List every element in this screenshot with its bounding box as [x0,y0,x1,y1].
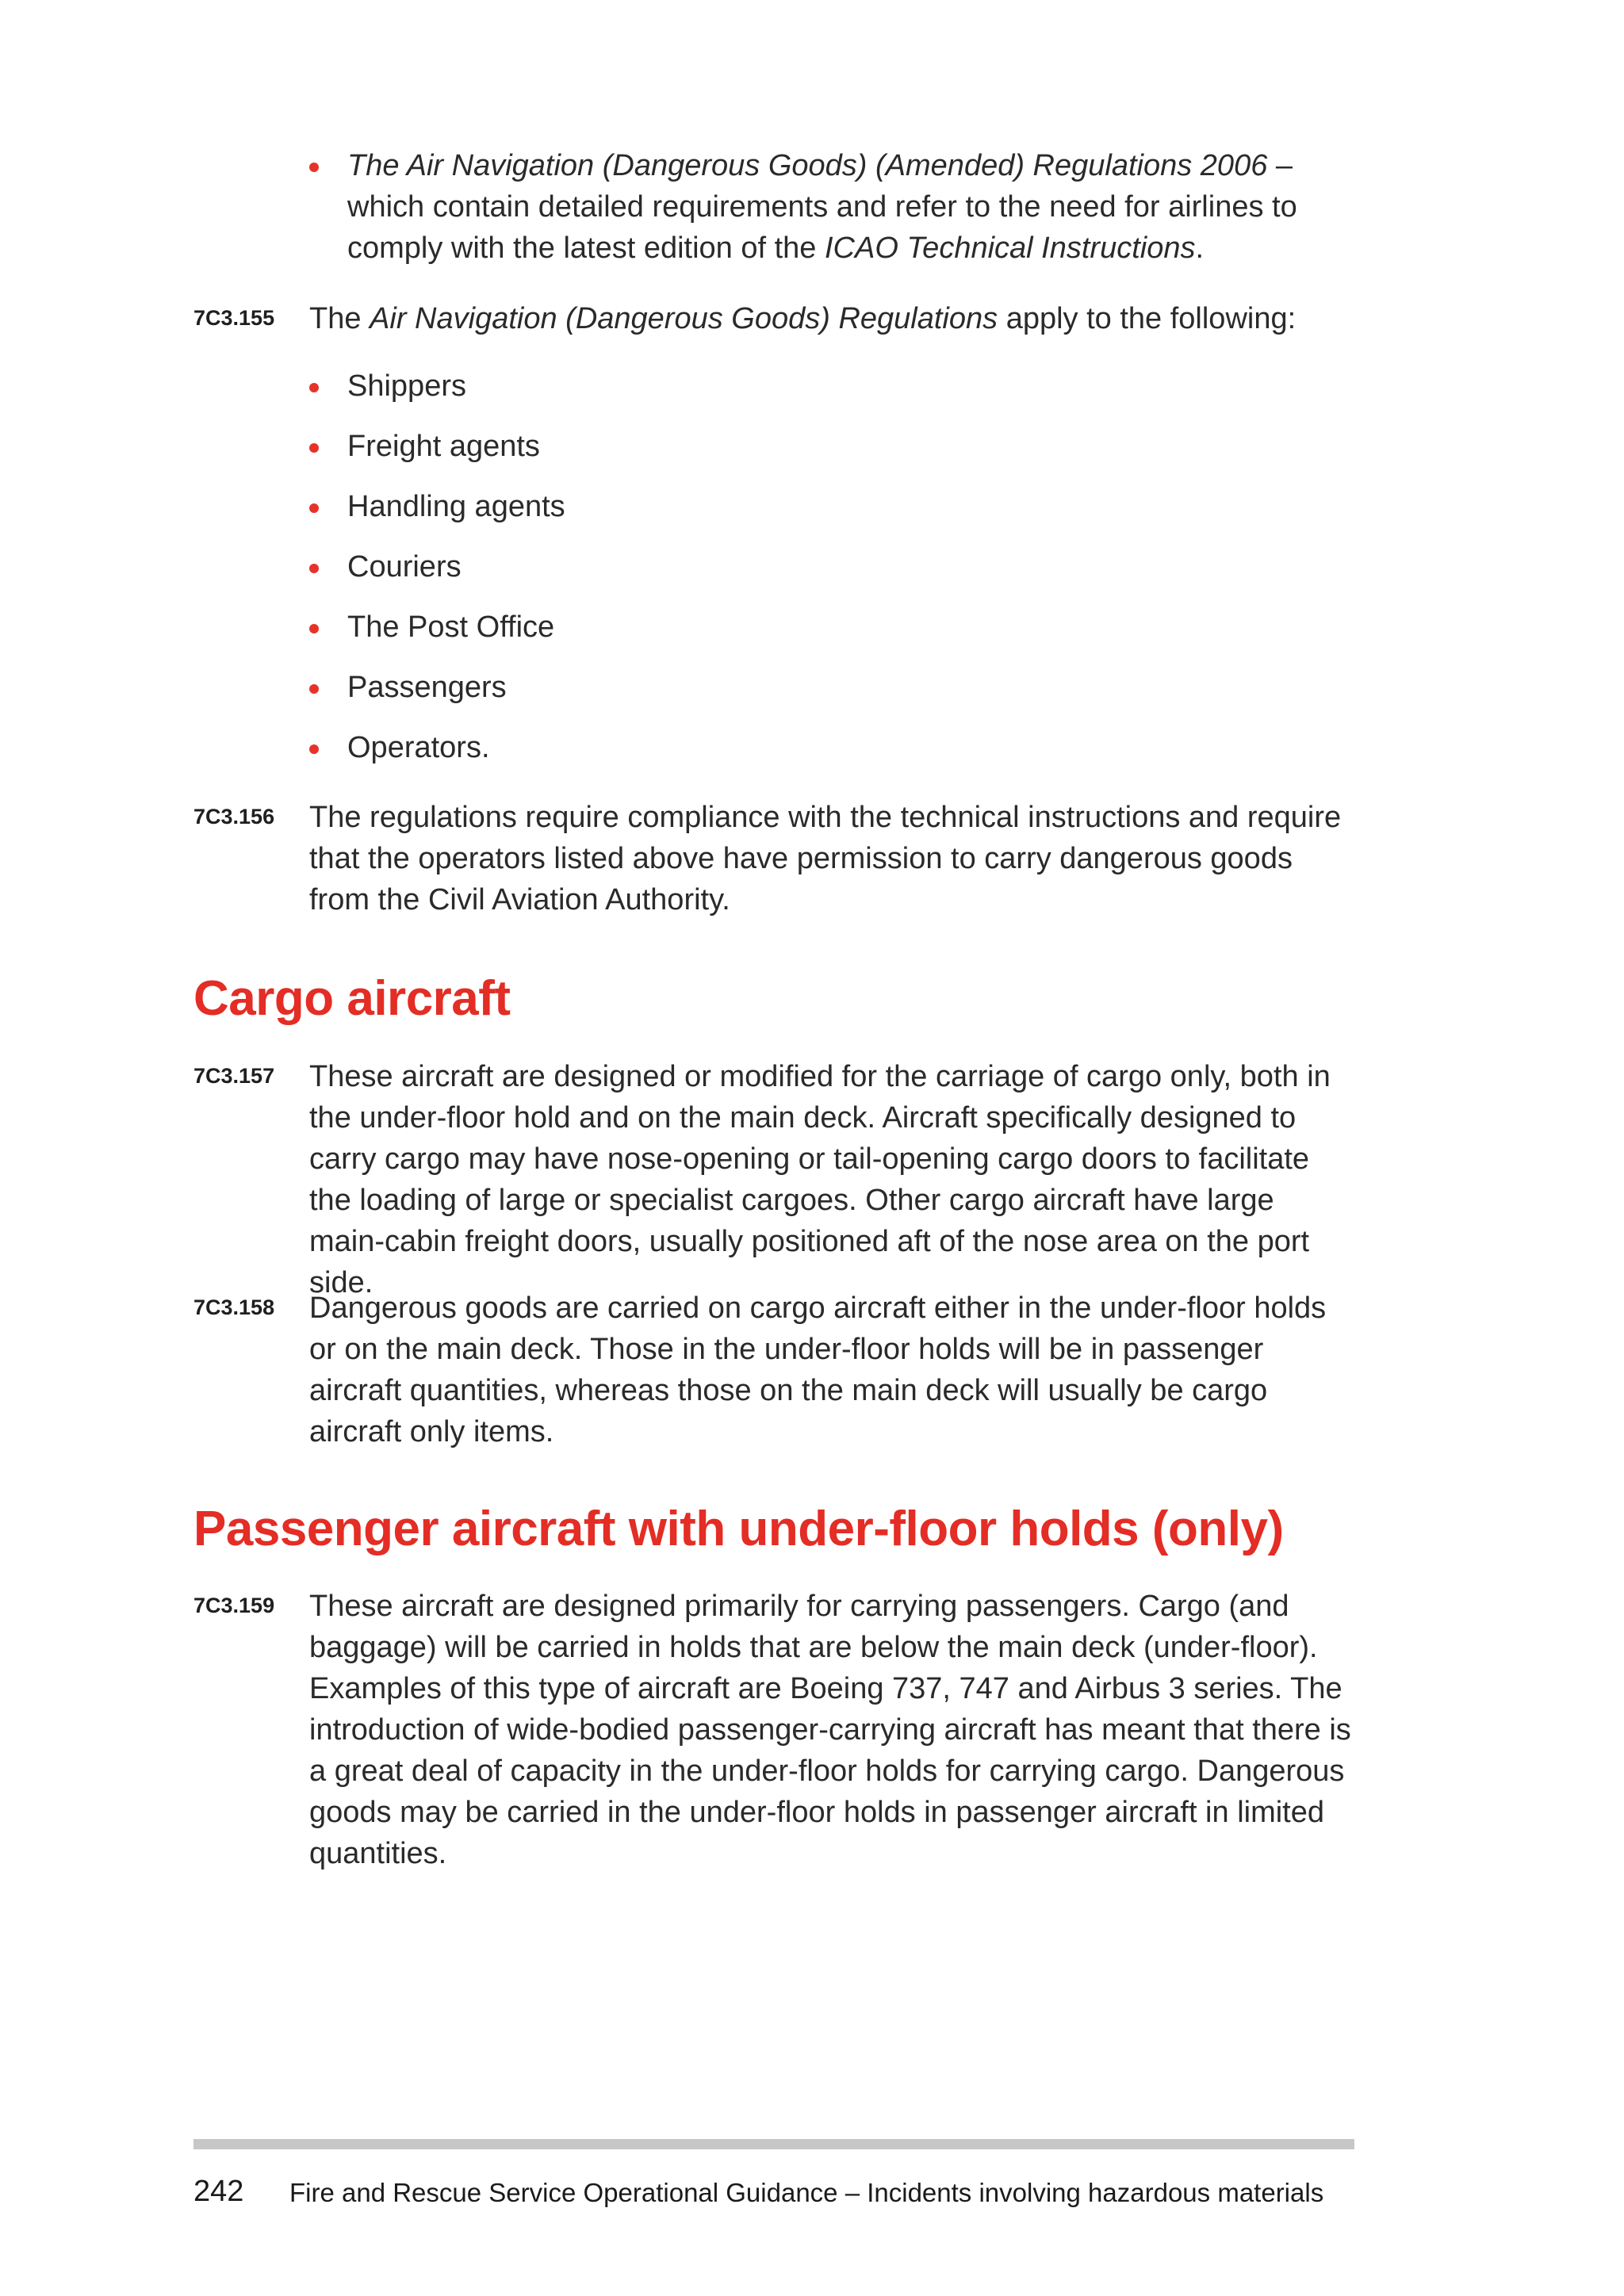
list-item [309,667,1356,708]
paragraph-number: 7C3.158 [193,1295,275,1319]
paragraph-text [309,298,1356,339]
bullet-icon [309,383,319,392]
bullet-icon [309,564,319,573]
list-item [309,546,1356,587]
paragraph-text: The regulations require compliance with the technical instructions and require that the operators listed above have permission to carry dangerous goods from the Civil Aviation Authority. [309,801,1342,916]
list-item [309,365,1356,407]
paragraph-text: These aircraft are designed or modified for the carriage of cargo only, both in the under-floor hold and on the main deck. Aircraft specifically designed to carry cargo may have nose-opening or tail-opening cargo doors to facilitate the loading of large or specialist cargoes. Other cargo aircraft have large main-cabin freight doors, usually positioned aft of the nose area on the port side. [309,1060,1331,1299]
page-number: 242 [193,2175,244,2208]
bullet-icon [309,624,319,633]
list-item-label: The Post Office [347,610,555,644]
list-item [309,727,1356,768]
paragraph-text: Dangerous goods are carried on cargo aircraft either in the under-floor holds or on the main deck. Those in the under-floor holds will be in passenger aircraft quantities, whereas those on the main deck will usually be cargo aircraft only items. [309,1292,1327,1448]
paragraph-text: These aircraft are designed primarily for carrying passengers. Cargo (and baggage) will be carried in holds that are below the main deck (under-floor). Examples of this type of aircraft are Boeing 737, 747 and Airbus 3 series. The introduction of wide-bodied passenger-carrying aircraft has meant that there is a great deal of capacity in the under-floor holds for carrying cargo. Dangerous goods may be carried in the under-floor holds in passenger aircraft in limited quantities. [309,1590,1351,1870]
bullet-icon [309,443,319,453]
list-item-label: Operators. [347,731,490,764]
section-heading: Passenger aircraft with under-floor holds (only) [193,1502,1284,1556]
list-item [309,607,1356,648]
bullet-text-end: . [1195,232,1205,265]
list-item-label: Freight agents [347,430,540,463]
paragraph-number: 7C3.156 [193,805,275,828]
bullet-icon [309,684,319,694]
intro-bullet-list [309,145,1356,269]
paragraph-text-pre: The [309,302,370,335]
paragraph-number: 7C3.157 [193,1064,275,1088]
list-item [309,145,1356,269]
list-item [309,486,1356,527]
list-item [309,426,1356,467]
applies-to-list [309,365,1356,787]
list-item-label: Handling agents [347,490,565,523]
list-item-label: Passengers [347,671,507,704]
footer-title: Fire and Rescue Service Operational Guidance – Incidents involving hazardous materials [289,2178,1324,2207]
paragraph-text-post: apply to the following: [998,302,1297,335]
bullet-icon [309,744,319,754]
regulation-name: Air Navigation (Dangerous Goods) Regulations [370,302,998,335]
bullet-text: – which contain detailed requirements and refer to the need for airlines to comply with the latest edition of the [347,149,1297,265]
regulation-title: The Air Navigation (Dangerous Goods) (Amended) Regulations 2006 [347,149,1268,182]
list-item-label: Couriers [347,550,462,584]
technical-instructions-title: ICAO Technical Instructions [825,232,1196,265]
section-heading: Cargo aircraft [193,971,511,1026]
paragraph-number: 7C3.155 [193,306,275,330]
bullet-icon [309,503,319,513]
paragraph-number: 7C3.159 [193,1594,275,1617]
list-item-label: Shippers [347,369,466,403]
footer-rule [193,2139,1354,2149]
bullet-icon [309,163,319,172]
